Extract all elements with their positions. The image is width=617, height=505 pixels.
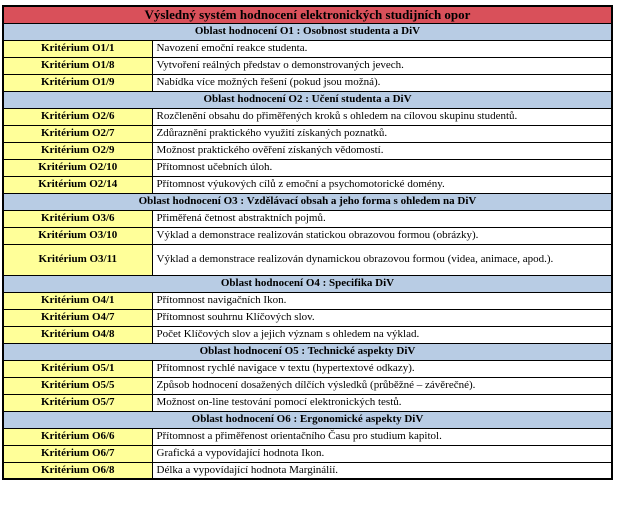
section-header-row <box>3 343 612 360</box>
criterion-label: Kritérium O5/7 <box>3 394 152 411</box>
criterion-row <box>3 176 612 193</box>
criterion-row <box>3 309 612 326</box>
criterion-description: Rozčlenění obsahu do přiměřených kroků s ohledem na cílovou skupinu studentů. <box>152 108 612 125</box>
criterion-description: Počet Klíčových slov a jejich význam s ohledem na výklad. <box>152 326 612 343</box>
criterion-description: Přítomnost výukových cílů z emoční a psychomotorické domény. <box>152 176 612 193</box>
criterion-label: Kritérium O2/10 <box>3 159 152 176</box>
criterion-description: Zdůraznění praktického využití získaných poznatků. <box>152 125 612 142</box>
criterion-row <box>3 40 612 57</box>
criterion-label: Kritérium O4/8 <box>3 326 152 343</box>
criterion-description: Přítomnost navigačních Ikon. <box>152 292 612 309</box>
evaluation-table-body <box>3 6 612 479</box>
criterion-label: Kritérium O4/1 <box>3 292 152 309</box>
criterion-label: Kritérium O2/7 <box>3 125 152 142</box>
criterion-description: Výklad a demonstrace realizován statickou obrazovou formou (obrázky). <box>152 227 612 244</box>
section-heading: Oblast hodnocení O1 : Osobnost studenta a DiV <box>3 23 612 40</box>
criterion-description: Přítomnost souhrnu Klíčových slov. <box>152 309 612 326</box>
criterion-label: Kritérium O3/10 <box>3 227 152 244</box>
criterion-row <box>3 292 612 309</box>
criterion-description: Možnost on-line testování pomocí elektronických testů. <box>152 394 612 411</box>
criterion-description: Možnost praktického ověření získaných vědomostí. <box>152 142 612 159</box>
criterion-label: Kritérium O4/7 <box>3 309 152 326</box>
criterion-label: Kritérium O1/9 <box>3 74 152 91</box>
criterion-label: Kritérium O2/9 <box>3 142 152 159</box>
criterion-label: Kritérium O5/1 <box>3 360 152 377</box>
criterion-row <box>3 462 612 479</box>
section-heading: Oblast hodnocení O5 : Technické aspekty DiV <box>3 343 612 360</box>
section-header-row <box>3 91 612 108</box>
criterion-row <box>3 394 612 411</box>
criterion-description: Navození emoční reakce studenta. <box>152 40 612 57</box>
section-header-row <box>3 275 612 292</box>
section-heading: Oblast hodnocení O6 : Ergonomické aspekty DiV <box>3 411 612 428</box>
section-header-row <box>3 193 612 210</box>
criterion-row <box>3 125 612 142</box>
criterion-row <box>3 360 612 377</box>
criterion-row <box>3 57 612 74</box>
criterion-description: Přítomnost rychlé navigace v textu (hypertextové odkazy). <box>152 360 612 377</box>
table-title: Výsledný systém hodnocení elektronických studijních opor <box>3 6 612 23</box>
criterion-description: Grafická a vypovídající hodnota Ikon. <box>152 445 612 462</box>
criterion-label: Kritérium O3/6 <box>3 210 152 227</box>
evaluation-table <box>2 5 613 480</box>
criterion-row <box>3 227 612 244</box>
criterion-row <box>3 445 612 462</box>
criterion-row <box>3 142 612 159</box>
criterion-row <box>3 108 612 125</box>
criterion-label: Kritérium O5/5 <box>3 377 152 394</box>
criterion-label: Kritérium O1/1 <box>3 40 152 57</box>
title-row <box>3 6 612 23</box>
criterion-label: Kritérium O6/8 <box>3 462 152 479</box>
criterion-description: Přítomnost učebních úloh. <box>152 159 612 176</box>
criterion-label: Kritérium O3/11 <box>3 244 152 275</box>
criterion-label: Kritérium O1/8 <box>3 57 152 74</box>
section-heading: Oblast hodnocení O3 : Vzdělávací obsah a jeho forma s ohledem na DiV <box>3 193 612 210</box>
criterion-row <box>3 244 612 275</box>
criterion-label: Kritérium O6/7 <box>3 445 152 462</box>
section-header-row <box>3 411 612 428</box>
criterion-row <box>3 74 612 91</box>
criterion-description: Přiměřená četnost abstraktních pojmů. <box>152 210 612 227</box>
criterion-row <box>3 326 612 343</box>
criterion-label: Kritérium O6/6 <box>3 428 152 445</box>
criterion-row <box>3 428 612 445</box>
section-heading: Oblast hodnocení O4 : Specifika DiV <box>3 275 612 292</box>
section-heading: Oblast hodnocení O2 : Učení studenta a DiV <box>3 91 612 108</box>
section-header-row <box>3 23 612 40</box>
criterion-label: Kritérium O2/14 <box>3 176 152 193</box>
criterion-description: Nabídka více možných řešení (pokud jsou možná). <box>152 74 612 91</box>
criterion-description: Délka a vypovídající hodnota Marginálií. <box>152 462 612 479</box>
criterion-description: Způsob hodnocení dosažených dílčích výsledků (průběžné – závěrečné). <box>152 377 612 394</box>
criterion-row <box>3 159 612 176</box>
criterion-label: Kritérium O2/6 <box>3 108 152 125</box>
criterion-description: Výklad a demonstrace realizován dynamickou obrazovou formou (videa, animace, apod.). <box>152 244 612 275</box>
criterion-description: Přítomnost a přiměřenost orientačního Času pro studium kapitol. <box>152 428 612 445</box>
criterion-row <box>3 377 612 394</box>
criterion-description: Vytvoření reálných představ o demonstrovaných jevech. <box>152 57 612 74</box>
criterion-row <box>3 210 612 227</box>
